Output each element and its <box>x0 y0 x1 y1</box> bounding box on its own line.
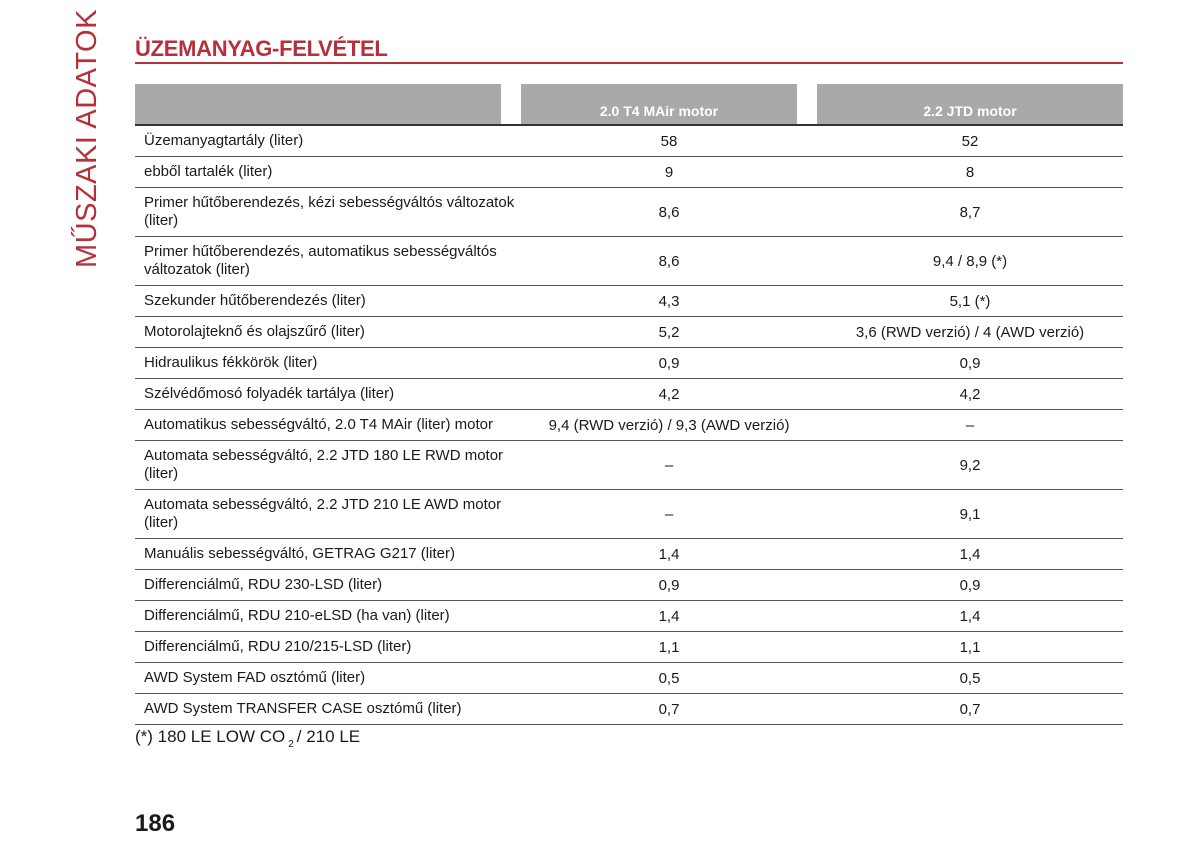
cell-petrol: 0,9 <box>658 576 680 594</box>
cell-petrol: – <box>664 456 674 474</box>
cell-petrol: – <box>664 505 674 523</box>
cell-diesel: 8,7 <box>959 203 981 221</box>
cell-petrol: 0,5 <box>658 669 680 687</box>
table-row <box>135 317 1123 348</box>
table-row <box>135 570 1123 601</box>
cell-diesel: 4,2 <box>959 385 981 403</box>
cell-petrol: 4,2 <box>658 385 680 403</box>
cell-petrol: 5,2 <box>658 323 680 341</box>
footnote-subscript: 2 <box>288 739 294 750</box>
header-cell-petrol-engine: 2.0 T4 MAir motor <box>521 84 797 124</box>
page-number: 186 <box>135 810 176 837</box>
footnote-prefix: (*) 180 LE LOW CO <box>135 727 286 746</box>
cell-diesel: 9,1 <box>959 505 981 523</box>
table-row <box>135 237 1123 286</box>
table-row <box>135 286 1123 317</box>
cell-diesel: 52 <box>961 132 979 150</box>
title-divider <box>135 62 1123 64</box>
cell-petrol: 1,4 <box>658 545 680 563</box>
row-label: ebből tartalék (liter) <box>144 163 273 180</box>
cell-diesel: 1,4 <box>959 545 981 563</box>
table-row <box>135 663 1123 694</box>
cell-petrol: 9,4 (RWD verzió) / 9,3 (AWD verzió) <box>548 416 790 434</box>
row-label: Automata sebességváltó, 2.2 JTD 180 LE RWD motor (liter) <box>144 447 504 482</box>
row-label: Szekunder hűtőberendezés (liter) <box>144 292 366 309</box>
row-label: Manuális sebességváltó, GETRAG G217 (liter) <box>144 545 455 562</box>
cell-petrol: 8,6 <box>658 252 680 270</box>
cell-petrol: 4,3 <box>658 292 680 310</box>
cell-petrol: 1,4 <box>658 607 680 625</box>
cell-diesel: 1,4 <box>959 607 981 625</box>
row-label: Differenciálmű, RDU 230-LSD (liter) <box>144 576 383 593</box>
table-row <box>135 601 1123 632</box>
row-label: Szélvédőmosó folyadék tartálya (liter) <box>144 385 395 402</box>
cell-petrol: 0,9 <box>658 354 680 372</box>
cell-diesel: – <box>965 416 975 434</box>
cell-diesel: 0,5 <box>959 669 981 687</box>
cell-petrol: 0,7 <box>658 700 680 718</box>
cell-diesel: 5,1 (*) <box>949 292 991 310</box>
row-label: AWD System FAD osztómű (liter) <box>144 669 366 686</box>
cell-diesel: 3,6 (RWD verzió) / 4 (AWD verzió) <box>855 323 1085 341</box>
cell-diesel: 0,9 <box>959 354 981 372</box>
capacities-table <box>135 84 1123 725</box>
table-row <box>135 539 1123 570</box>
row-label: Primer hűtőberendezés, automatikus sebességváltós változatok (liter) <box>144 243 497 278</box>
header-cell-diesel-engine: 2.2 JTD motor <box>817 84 1123 124</box>
row-label: Üzemanyagtartály (liter) <box>144 132 304 149</box>
table-row <box>135 188 1123 237</box>
row-label: Motorolajteknő és olajszűrő (liter) <box>144 323 365 340</box>
table-row <box>135 632 1123 663</box>
footnote-suffix: / 210 LE <box>296 727 361 746</box>
row-label: Primer hűtőberendezés, kézi sebességváltós változatok (liter) <box>144 194 515 229</box>
table-header <box>135 84 1123 124</box>
cell-diesel: 8 <box>965 163 975 181</box>
table-row <box>135 126 1123 157</box>
table-row <box>135 441 1123 490</box>
row-label: Automatikus sebességváltó, 2.0 T4 MAir (liter) motor <box>144 416 494 433</box>
cell-petrol: 8,6 <box>658 203 680 221</box>
header-cell-label <box>135 84 501 124</box>
cell-petrol: 1,1 <box>658 638 680 656</box>
cell-diesel: 0,9 <box>959 576 981 594</box>
table-row <box>135 410 1123 441</box>
cell-petrol: 58 <box>660 132 678 150</box>
row-label: Hidraulikus fékkörök (liter) <box>144 354 318 371</box>
cell-diesel: 9,4 / 8,9 (*) <box>932 252 1008 270</box>
table-row <box>135 490 1123 539</box>
cell-diesel: 1,1 <box>959 638 981 656</box>
row-label: Differenciálmű, RDU 210-eLSD (ha van) (liter) <box>144 607 450 624</box>
page-title: ÜZEMANYAG-FELVÉTEL <box>135 36 388 61</box>
table-row <box>135 157 1123 188</box>
row-label: Differenciálmű, RDU 210/215-LSD (liter) <box>144 638 412 655</box>
cell-diesel: 9,2 <box>959 456 981 474</box>
row-label: AWD System TRANSFER CASE osztómű (liter) <box>144 700 462 717</box>
cell-diesel: 0,7 <box>959 700 981 718</box>
table-row <box>135 379 1123 410</box>
footnote <box>135 727 360 750</box>
cell-petrol: 9 <box>664 163 674 181</box>
section-tab-label: MŰSZAKI ADATOK <box>71 9 103 268</box>
table-row <box>135 348 1123 379</box>
table-row <box>135 694 1123 725</box>
row-label: Automata sebességváltó, 2.2 JTD 210 LE AWD motor (liter) <box>144 496 502 531</box>
